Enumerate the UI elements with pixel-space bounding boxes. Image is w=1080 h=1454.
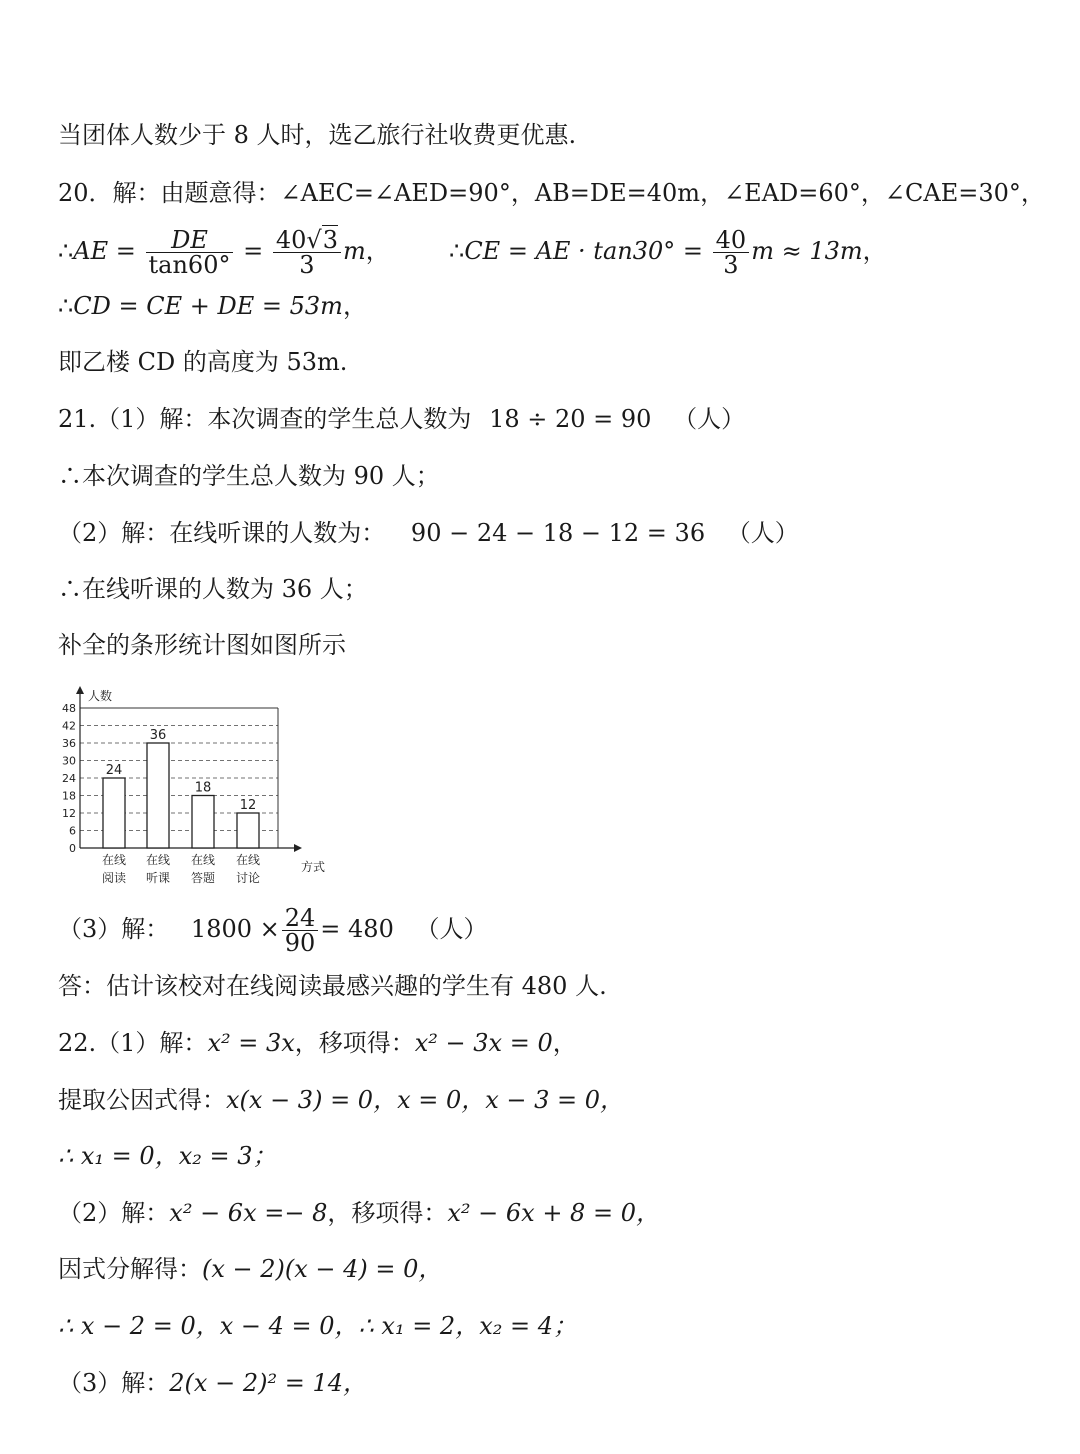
comma-3: ， [342, 292, 367, 320]
chart-labels [102, 728, 260, 885]
sqrt-argument: 3 [322, 226, 338, 254]
q21-p3-denominator: 90 [284, 929, 316, 957]
q22-l1-eq: x² = 3x [207, 1029, 295, 1057]
q22-l5-eq: (x − 2)(x − 4) = 0， [202, 1255, 443, 1283]
intro-line: 当团体人数少于 8 人时，选乙旅行社收费更优惠. [58, 121, 577, 149]
category-label: 讨论 [235, 871, 261, 885]
q21-p2-expr: 90 − 24 − 18 − 12 = 36 [410, 519, 706, 547]
q21-p3-head: （3）解： [58, 915, 170, 943]
comma-2: ， [862, 237, 887, 265]
bar-value-label: 18 [194, 780, 212, 796]
chart-xlabel: 方式 [301, 860, 326, 874]
category-label: 答题 [190, 871, 216, 885]
therefore-symbol: ∴ [58, 237, 74, 265]
category-label: 阅读 [101, 871, 127, 885]
bar-value-label: 12 [239, 798, 257, 813]
ae-num-value: 40 [275, 226, 307, 254]
ae-fraction-2 [273, 228, 341, 277]
therefore-symbol-2: ∴ [449, 237, 465, 265]
x-axis-arrow [294, 844, 302, 852]
comma: ， [365, 237, 390, 265]
ce-fraction [713, 228, 750, 277]
cd-equation: CD = CE + DE = 53m [73, 292, 343, 320]
q21-p3-unit: （人） [415, 915, 488, 943]
q22-line1 [58, 1026, 577, 1060]
chart-ylabel: 人数 [88, 689, 113, 703]
y-tick-label: 42 [62, 719, 76, 733]
q20-head: 20．解：由题意得：∠AEC=∠AED=90°，AB=DE=40m，∠EAD=60°，∠CAE=30°， [58, 179, 1045, 207]
category-label: 在线 [101, 853, 127, 867]
bar [147, 743, 169, 848]
q22-l4-mid: ，移项得： [327, 1199, 448, 1227]
q22-l4-eq2: x² − 6x + 8 = 0， [447, 1199, 660, 1227]
q21-p1-conclusion: ∴本次调查的学生总人数为 90 人； [58, 462, 440, 490]
q22-line2 [58, 1083, 624, 1117]
q21-p3-fraction [282, 906, 319, 955]
q22-line5 [58, 1252, 442, 1286]
q21-p2-unit: （人） [726, 519, 799, 547]
bar-chart [58, 684, 348, 894]
q22-l4-head: （2）解： [58, 1199, 170, 1227]
q21-p1-head: 21.（1）解：本次调查的学生总人数为 [58, 405, 472, 433]
q21-p3-b: = 480 [320, 915, 394, 943]
unit-m: m [342, 237, 366, 265]
bar-value-label: 24 [105, 763, 123, 778]
q22-l1-end: ， [552, 1029, 577, 1057]
q21-p1-unit: （人） [673, 405, 746, 433]
ce-tail: m ≈ 13m [751, 237, 863, 265]
q22-l2-head: 提取公因式得： [58, 1086, 226, 1114]
q22-l1-eq2: x² − 3x = 0 [414, 1029, 553, 1057]
q21-p2-conclusion: ∴在线听课的人数为 36 人； [58, 575, 368, 603]
q22-l7-eq: 2(x − 2)² = 14， [169, 1369, 367, 1397]
q22-line6: ∴ x − 2 = 0，x − 4 = 0，∴ x₁ = 2，x₂ = 4； [58, 1312, 577, 1340]
y-tick-label: 12 [62, 807, 76, 820]
y-axis-arrow [76, 686, 84, 694]
y-tick-label: 24 [62, 772, 76, 785]
y-tick-label: 30 [62, 754, 76, 768]
equals-sign: = [243, 237, 264, 265]
q22-line7 [58, 1366, 367, 1400]
ce-numerator: 40 [713, 228, 750, 253]
y-tick-label: 0 [69, 842, 76, 855]
ae-numerator-2: 40√3 [273, 228, 341, 253]
q21-p2 [58, 516, 799, 550]
y-tick-label: 48 [62, 702, 76, 715]
q22-l1-mid: ，移项得： [294, 1029, 415, 1057]
y-tick-label: 36 [62, 737, 76, 750]
category-label: 在线 [145, 853, 171, 867]
bar-value-label: 36 [149, 728, 167, 743]
q20-conclusion: 即乙楼 CD 的高度为 53m. [58, 348, 348, 376]
category-label: 在线 [190, 853, 216, 867]
q21-answer: 答：估计该校对在线阅读最感兴趣的学生有 480 人. [58, 972, 607, 1000]
chart-caption: 补全的条形统计图如图所示 [58, 631, 346, 659]
ce-lhs: CE = AE · tan30° = [464, 237, 703, 265]
q22-l7-head: （3）解： [58, 1369, 170, 1397]
category-label: 听课 [145, 871, 171, 885]
bar [103, 778, 125, 848]
q21-p3 [58, 904, 488, 957]
chart-y-ticks [62, 702, 76, 855]
y-tick-label: 18 [62, 789, 76, 803]
q22-line3: ∴ x₁ = 0，x₂ = 3； [58, 1142, 277, 1170]
q21-p3-numerator: 24 [282, 906, 319, 931]
ae-numerator-1: DE [146, 228, 234, 253]
q21-p1 [58, 402, 745, 436]
ae-lhs: AE = [73, 237, 136, 265]
q22-l1-head: 22.（1）解： [58, 1029, 208, 1057]
q21-p3-a: 1800 × [190, 915, 280, 943]
ce-denominator: 3 [723, 251, 739, 279]
bar [192, 796, 214, 849]
ae-denominator-1: tan60° [148, 251, 231, 279]
ae-fraction-1 [146, 228, 234, 277]
q21-p2-head: （2）解：在线听课的人数为： [58, 519, 386, 547]
y-tick-label: 6 [69, 824, 76, 838]
q20-ae-line [58, 222, 887, 280]
q22-l5-head: 因式分解得： [58, 1255, 202, 1283]
q20-cd-line [58, 289, 367, 323]
therefore-symbol-3: ∴ [58, 292, 74, 320]
q22-l2-eq: x(x − 3) = 0，x = 0，x − 3 = 0， [226, 1086, 625, 1114]
q21-p1-expr: 18 ÷ 20 = 90 [489, 405, 652, 433]
ae-denominator-2: 3 [299, 251, 315, 279]
bar [237, 813, 259, 848]
q22-l4-eq: x² − 6x =− 8 [169, 1199, 328, 1227]
category-label: 在线 [235, 853, 261, 867]
q22-line4 [58, 1196, 660, 1230]
